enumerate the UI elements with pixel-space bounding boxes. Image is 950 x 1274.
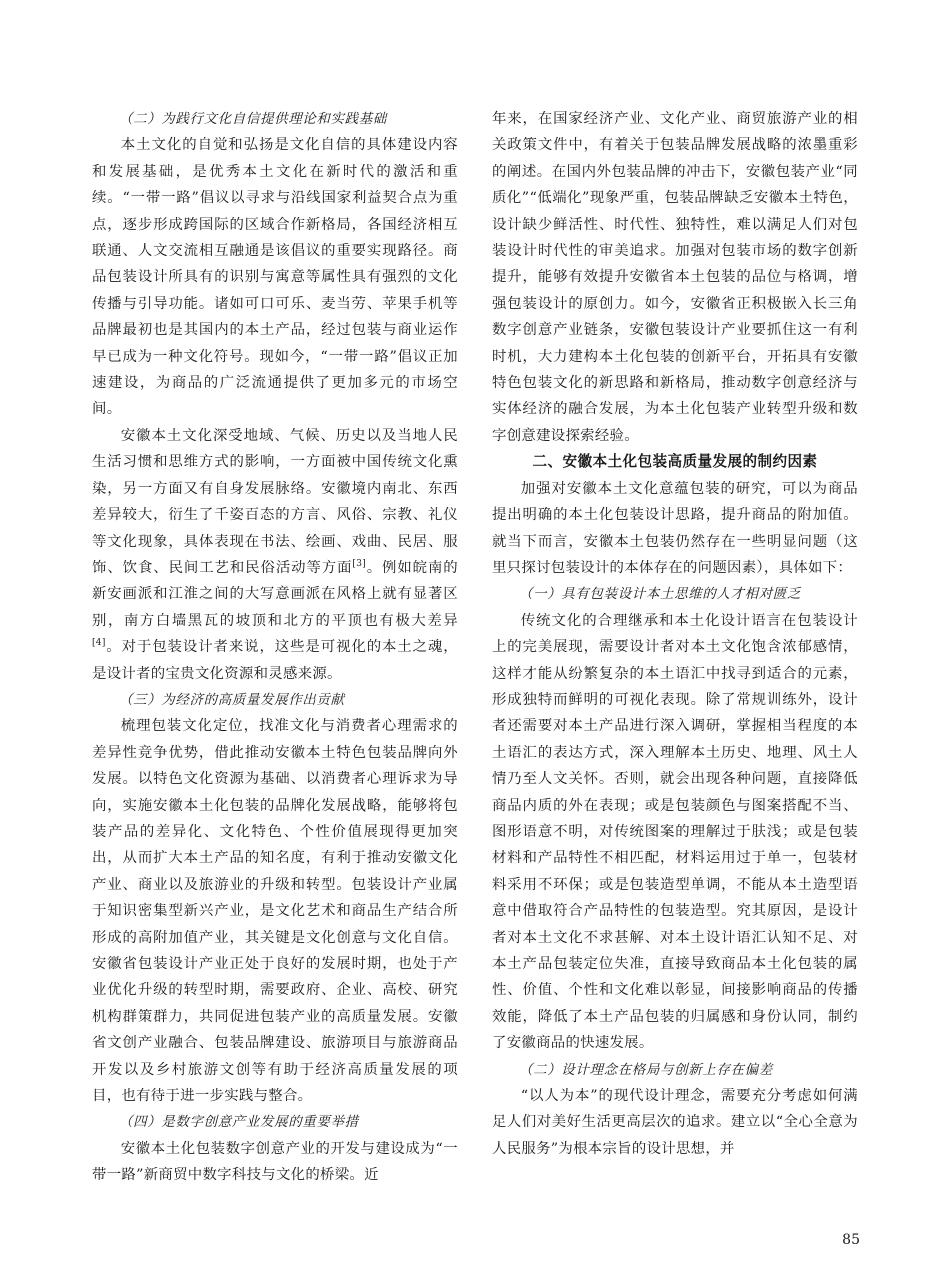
section-heading-2: 二、安徽本土化包装高质量发展的制约因素: [532, 453, 818, 471]
paragraph-digital-creative-continued: 年来，在国家经济产业、文化产业、商贸旅游产业的相关政策文件中，有着关于包装品牌发展战略的浓墨重彩的阐述。在国内外包装品牌的冲击下，安徽包装产业“同质化”“低端化”现象严重，包装品牌缺乏安徽本土特色，设计缺少鲜活性、时代性、独特性，难以满足人们对包装设计时代性的审美追求。加强对包装市场的数字创新提升，能够有效提升安徽省本土包装的品位与格调，增强包装设计的原创力。如今，安徽省正积极嵌入长三角数字创意产业链条，安徽包装设计产业要抓住这一有利时机，大力建构本土化包装的创新平台，开拓具有安徽特色包装文化的新思路和新格局，推动数字创意经济与实体经济的融合发展，为本土化包装产业转型升级和数字创意建设探索经验。: [492, 111, 858, 444]
subsection-heading-iii: （三）为经济的高质量发展作出贡献: [119, 691, 345, 708]
subsection-heading-talent: （一）具有包装设计本土思维的人才相对匮乏: [519, 586, 801, 603]
subsection-heading-iv: （四）是数字创意产业发展的重要举措: [119, 1114, 359, 1131]
paragraph-anhui-culture-part3: 。对于包装设计者来说，这些是可视化的本土之魂，是设计者的宝贵文化资源和灵感来源。: [92, 639, 458, 682]
paragraph-cultural-confidence: 本土文化的自觉和弘扬是文化自信的具体建设内容和发展基础，是优秀本土文化在新时代的激活和重续。“一带一路”倡议以寻求与沿线国家利益契合点为重点，逐步形成跨国际的区域合作新格局，各国经济相互联通、人文交流相互融通是该倡议的重要实现路径。商品包装设计所具有的识别与寓意等属性具有强烈的文化传播与引导功能。诸如可口可乐、麦当劳、苹果手机等品牌最初也是其国内的本土产品，经过包装与商业运作早已成为一种文化符号。现如今，“一带一路”倡议正加速建设，为商品的广泛流通提供了更加多元的市场空间。: [92, 137, 458, 418]
paragraph-people-oriented: “以人为本”的现代设计理念，需要充分考虑如何满足人们对美好生活更高层次的追求。建立以“全心全意为人民服务”为根本宗旨的设计思想，并: [492, 1088, 858, 1157]
paragraph-anhui-culture-part2: 。例如皖南的新安画派和江淮之间的大写意画派在风格上就有显著区别，南方白墙黑瓦的坡顶和北方的平顶也有极大差异: [92, 559, 458, 629]
paragraph-anhui-culture: [92, 423, 458, 687]
paragraph-constraints-intro: 加强对安徽本土文化意蕴包装的研究，可以为商品提出明确的本土化包装设计思路，提升商品的附加值。就当下而言，安徽本土包装仍然存在一些明显问题（这里只探讨包装设计的本体存在的问题因素），具体如下：: [492, 480, 858, 576]
left-column: [92, 106, 458, 1189]
subsection-heading-ii: （二）为践行文化自信提供理论和实践基础: [119, 111, 387, 127]
paragraph-anhui-culture-part1: 安徽本土文化深受地域、气候、历史以及当地人民生活习惯和思维方式的影响，一方面被中国传统文化熏染，另一方面又有自身发展脉络。安徽境内南北、东西差异较大，衍生了千姿百态的方言、风俗、宗教、礼仪等文化现象，具体表现在书法、绘画、戏曲、民居、服饰、饮食、民间工艺和民俗活动等方面: [92, 427, 458, 576]
paragraph-talent-shortage: 传统文化的合理继承和本土化设计语言在包装设计上的完美展现，需要设计者对本土文化饱含浓郁感情，这样才能从纷繁复杂的本土语汇中找寻到适合的元素，形成独特而鲜明的可视化表现。除了常规训练外，设计者还需要对本土产品进行深入调研，掌握相当程度的本土语汇的表达方式，深入理解本土历史、地理、风土人情乃至人文关怀。否则，就会出现各种问题，直接降低商品内质的外在表现；或是包装颜色与图案搭配不当、图形语意不明，对传统图案的理解过于肤浅；或是包装材料和产品特性不相匹配，材料运用过于单一，包装材料采用不环保；或是包装造型单调，不能从本土造型语意中借取符合产品特性的包装造型。究其原因，是设计者对本土文化不求甚解、对本土设计语汇认知不足、对本土产品包装定位失准，直接导致商品本土化包装的属性、价值、个性和文化难以彰显，间接影响商品的传播效能，降低了本土产品包装的归属感和身份认同，制约了安徽商品的快速发展。: [492, 612, 858, 1052]
citation-3: [3]: [352, 559, 367, 570]
subsection-heading-design-concept: （二）设计理念在格局与创新上存在偏差: [519, 1061, 773, 1078]
right-column: [492, 106, 858, 1162]
paragraph-economic-development: 梳理包装文化定位，找准文化与消费者心理需求的差异性竞争优势，借此推动安徽本土特色包装品牌向外发展。以特色文化资源为基础、以消费者心理诉求为导向，实施安徽本土化包装的品牌化发展战略，能够将包装产品的差异化、文化特色、个性价值展现得更加突出，从而扩大本土产品的知名度，有利于推动安徽文化产业、商业以及旅游业的升级和转型。包装设计产业属于知识密集型新兴产业，是文化艺术和商品生产结合所形成的高附加值产业，其关键是文化创意与文化自信。安徽省包装设计产业正处于良好的发展时期，也处于产业优化升级的转型时期，需要政府、企业、高校、研究机构群策群力，共同促进包装产业的高质量发展。安徽省文创产业融合、包装品牌建设、旅游项目与旅游商品开发以及乡村旅游文创等有助于经济高质量发展的项目，也有待于进一步实践与整合。: [92, 718, 458, 1105]
citation-4: [4]: [92, 638, 106, 649]
paragraph-digital-creative: 安徽本土化包装数字创意产业的开发与建设成为“一带一路”新商贸中数字科技与文化的桥梁。近: [92, 1140, 458, 1184]
page-number: 85: [842, 1232, 860, 1248]
